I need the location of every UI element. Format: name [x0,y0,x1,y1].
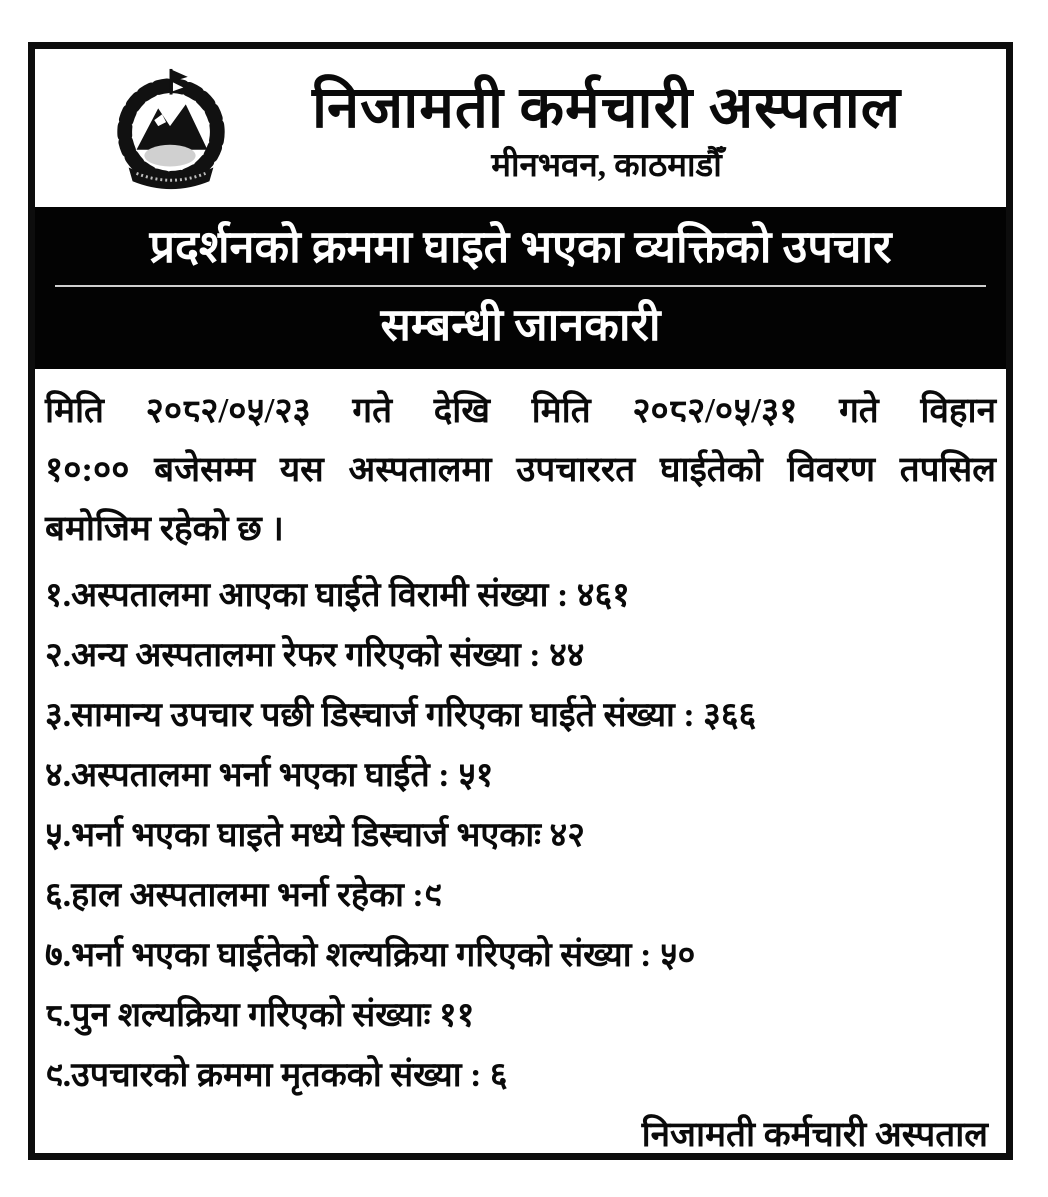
hospital-address: मीनभवन, काठमाडौँ [491,148,722,185]
statistics-list [35,558,1006,1106]
banner-line-1: प्रदर्शनको क्रममा घाइते भएका व्यक्तिको उपचार [149,222,892,272]
list-item-1: १.अस्पतालमा आएका घाईते विरामी संख्या : ४६१ [45,577,630,614]
list-item-2: २.अन्य अस्पतालमा रेफर गरिएको संख्या : ४४ [45,637,585,674]
list-item-5: ५.भर्ना भएका घाइते मध्ये डिस्चार्ज भएकाः ४२ [45,817,585,854]
list-item-6: ६.हाल अस्पतालमा भर्ना रहेका :९ [45,877,442,914]
hospital-emblem-logo [105,65,237,197]
header-text [237,76,976,187]
intro-line-3: बमोजिम रहेको छ । [45,509,284,548]
header [35,49,1006,197]
list-item-4: ४.अस्पतालमा भर्ना भएका घाईते : ५१ [45,757,494,794]
list-item-8: ८.पुन शल्यक्रिया गरिएको संख्याः ११ [45,997,475,1034]
list-item-3: ३.सामान्य उपचार पछी डिस्चार्ज गरिएका घाईते संख्या : ३६६ [45,697,757,734]
notice-title-banner [35,207,1006,369]
intro-line-2: १०:०० बजेसम्म यस अस्पतालमा उपचाररत घाईतेको विवरण तपसिल [45,450,996,489]
banner-divider [55,285,986,287]
list-item-7: ७.भर्ना भएका घाईतेको शल्यक्रिया गरिएको संख्या : ५० [45,937,696,974]
nepal-hospital-emblem-icon [105,65,237,197]
notice-sheet [28,42,1013,1160]
banner-line-2: सम्बन्धी जानकारी [380,300,661,350]
intro-paragraph [35,369,1006,558]
list-item-9: ९.उपचारको क्रममा मृतकको संख्या : ६ [45,1057,508,1094]
hospital-name-title: निजामती कर्मचारी अस्पताल [311,74,902,140]
signature-line: निजामती कर्मचारी अस्पताल [641,1115,988,1154]
intro-line-1: मिति २०८२/०५/२३ गते देखि मिति २०८२/०५/३१ गते विहान [45,391,996,430]
